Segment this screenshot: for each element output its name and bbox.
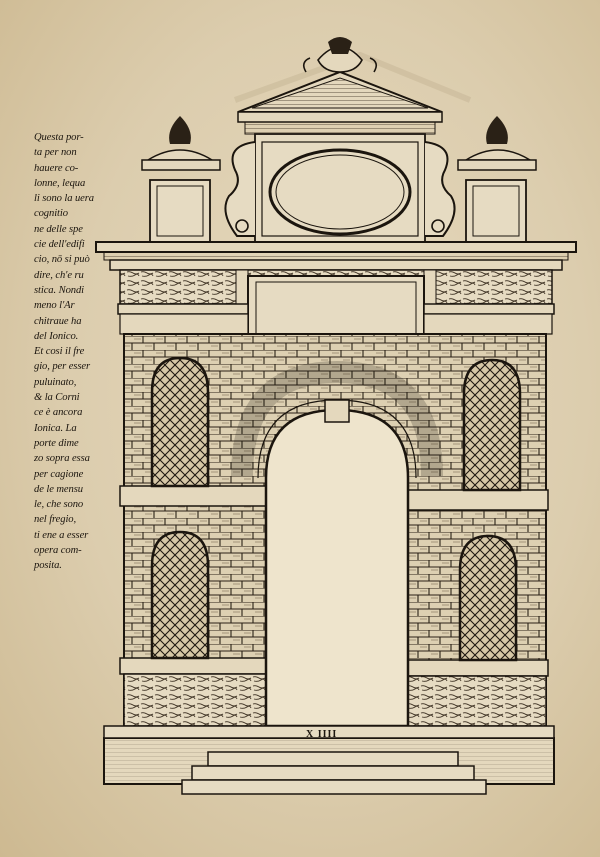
gloss-line: chitraue ha bbox=[34, 315, 82, 327]
gloss-line: cie dell'edifi bbox=[34, 239, 85, 251]
gloss-line: del Ionico. bbox=[34, 330, 79, 342]
gloss-line: Ionica. La bbox=[34, 422, 77, 434]
right-finial bbox=[458, 116, 536, 242]
gloss-line: zo sopra essa bbox=[34, 453, 90, 465]
gloss-line: & la Corni bbox=[34, 392, 80, 404]
left-finial bbox=[142, 116, 220, 242]
niche-lower-left bbox=[152, 532, 208, 658]
gloss-line: Et cosi il fre bbox=[34, 346, 85, 358]
gloss-line: le, che sono bbox=[34, 499, 84, 511]
niche-lower-right bbox=[460, 536, 516, 660]
gloss-line: per cagione bbox=[34, 468, 84, 480]
gloss-line: gio, per esser bbox=[34, 361, 90, 373]
gloss-line: puluinato, bbox=[34, 376, 77, 388]
gloss-line: dire, ch'e ru bbox=[34, 269, 84, 281]
gloss-line: ce è ancora bbox=[34, 407, 83, 419]
gloss-line: porte dime bbox=[34, 437, 79, 449]
gloss-line: posita. bbox=[34, 560, 62, 572]
gloss-line: hauere co- bbox=[34, 162, 79, 174]
niche-upper-right bbox=[464, 360, 520, 490]
gloss-line: Questa por- bbox=[34, 132, 84, 143]
niche-upper-left bbox=[152, 358, 208, 486]
plate-number: X IIII bbox=[306, 729, 338, 740]
gloss-line: cio, nō si può bbox=[34, 254, 90, 266]
gloss-line: meno l'Ar bbox=[34, 300, 75, 312]
gloss-line: ti ene a esser bbox=[34, 529, 89, 541]
gloss-line: de le mensu bbox=[34, 483, 83, 495]
gloss-line: lonne, lequa bbox=[34, 177, 86, 189]
gloss-line: cognitio bbox=[34, 208, 68, 220]
gloss-line: stica. Nondi bbox=[34, 284, 85, 296]
gloss-line: ne delle spe bbox=[34, 223, 83, 235]
gloss-line: ta per non bbox=[34, 147, 77, 159]
gloss-line: opera com- bbox=[34, 545, 82, 557]
gloss-line: li sono la uera bbox=[34, 193, 95, 205]
gloss-line: nel fregio, bbox=[34, 514, 77, 526]
